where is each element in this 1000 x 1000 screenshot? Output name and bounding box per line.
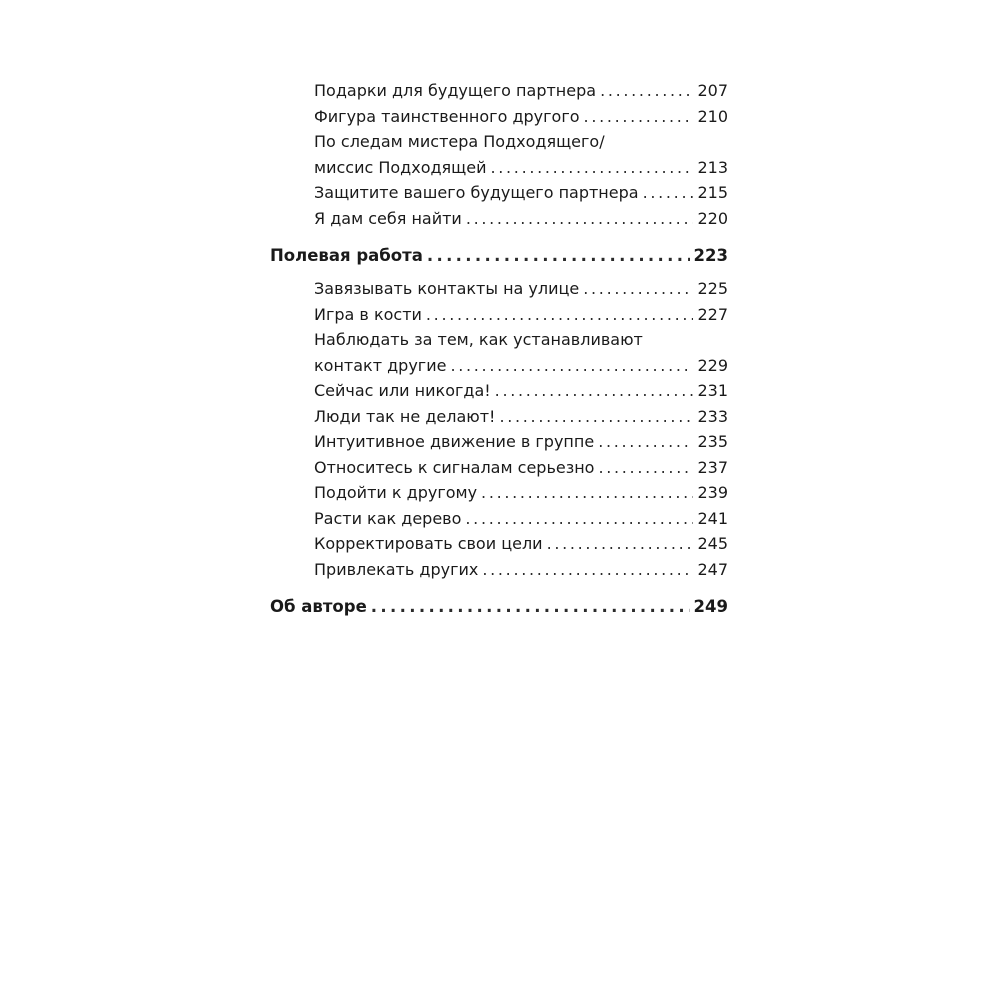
toc-entry-page: 239 (697, 483, 728, 502)
dot-leader (465, 506, 693, 532)
toc-entry[interactable] (314, 353, 728, 379)
toc-entry[interactable] (314, 455, 728, 481)
toc-entry-first-line[interactable] (314, 129, 728, 155)
dot-leader (490, 155, 693, 181)
toc-entry[interactable] (314, 180, 728, 206)
toc-entry[interactable] (314, 506, 728, 532)
toc-entry-title-line1: Наблюдать за тем, как устанавливают (314, 330, 643, 349)
toc-entry-page: 237 (697, 457, 728, 477)
toc-entry-title: Привлекать других (314, 559, 479, 579)
toc-entry-title: контакт другие (314, 355, 447, 375)
dot-leader (371, 592, 690, 622)
toc-entry[interactable] (314, 557, 728, 583)
toc-entry-title: Подойти к другому (314, 483, 478, 502)
chapter-title: Об авторе (270, 597, 367, 616)
toc-entry-first-line[interactable] (314, 327, 728, 353)
dot-leader (450, 353, 693, 379)
toc-entry-page: 215 (697, 183, 728, 202)
toc-entry-title: Интуитивное движение в группе (314, 432, 595, 451)
toc-entry[interactable] (314, 378, 728, 404)
dot-leader (427, 241, 690, 271)
toc-entry-title: Сейчас или никогда! (314, 381, 491, 400)
toc-entry[interactable] (314, 206, 728, 232)
toc-chapter-fieldwork[interactable] (270, 241, 728, 271)
toc-entry-title: Завязывать контакты на улице (314, 279, 580, 298)
toc-entry-page: 241 (697, 508, 728, 528)
toc-entry-title: миссис Подходящей (314, 157, 487, 177)
toc-entry[interactable] (314, 78, 728, 104)
table-of-contents (270, 78, 728, 622)
toc-entry-page: 231 (697, 381, 728, 400)
chapter-page: 249 (693, 597, 728, 616)
chapter-title: Полевая работа (270, 246, 423, 265)
toc-entry-page: 227 (697, 304, 728, 324)
toc-entry[interactable] (314, 302, 728, 328)
toc-entry-title: Подарки для будущего партнера (314, 81, 597, 100)
dot-leader (583, 276, 693, 302)
toc-entry[interactable] (314, 404, 728, 430)
chapter-page: 223 (693, 246, 728, 265)
toc-entry-title: Я дам себя найти (314, 208, 462, 228)
dot-leader (481, 480, 693, 506)
toc-entry-page: 247 (697, 559, 728, 579)
toc-entry[interactable] (314, 531, 728, 557)
toc-entry[interactable] (314, 429, 728, 455)
toc-entry-title: Игра в кости (314, 304, 422, 324)
dot-leader (600, 78, 693, 104)
toc-entry-page: 213 (697, 157, 728, 177)
dot-leader (482, 557, 693, 583)
dot-leader (495, 378, 694, 404)
toc-chapter-author[interactable] (270, 592, 728, 622)
toc-entry-title: Корректировать свои цели (314, 534, 543, 553)
toc-entry-page: 229 (697, 355, 728, 375)
toc-entry-page: 225 (697, 279, 728, 298)
toc-entry[interactable] (314, 155, 728, 181)
toc-entry-title: Защитите вашего будущего партнера (314, 183, 639, 202)
toc-entry[interactable] (314, 480, 728, 506)
toc-entry-page: 220 (697, 208, 728, 228)
toc-entry-page: 210 (697, 106, 728, 126)
toc-entry-title: Люди так не делают! (314, 406, 496, 426)
dot-leader (598, 455, 693, 481)
toc-entry-page: 245 (697, 534, 728, 553)
toc-entry-page: 207 (697, 81, 728, 100)
dot-leader (547, 531, 694, 557)
toc-entry-title-line1: По следам мистера Подходящего/ (314, 132, 605, 151)
toc-entry-page: 233 (697, 406, 728, 426)
toc-entry-title: Относитесь к сигналам серьезно (314, 457, 595, 477)
dot-leader (643, 180, 694, 206)
dot-leader (598, 429, 693, 455)
dot-leader (584, 104, 694, 130)
dot-leader (499, 404, 693, 430)
toc-entry[interactable] (314, 104, 728, 130)
dot-leader (466, 206, 694, 232)
dot-leader (426, 302, 694, 328)
toc-entry-title: Фигура таинственного другого (314, 106, 580, 126)
toc-entry-page: 235 (697, 432, 728, 451)
toc-entry-title: Расти как дерево (314, 508, 462, 528)
toc-entry[interactable] (314, 276, 728, 302)
